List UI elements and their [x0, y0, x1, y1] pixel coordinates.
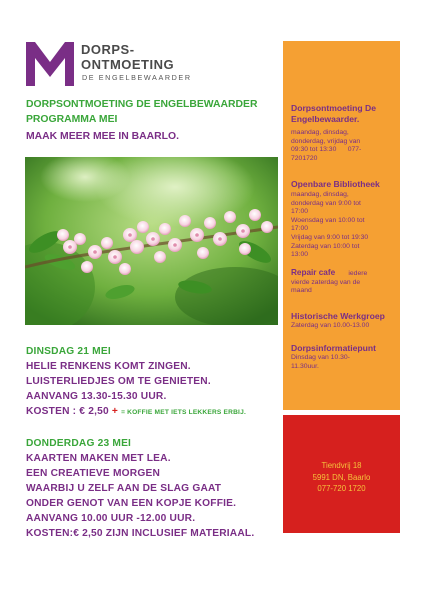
sidebar-text — [291, 354, 397, 371]
event1-cost-amount: KOSTEN : € 2,50 — [26, 406, 109, 417]
event2-line: WAARBIJ U ZELF AAN DE SLAG GAAT — [26, 483, 222, 494]
sidebar-title: Historische Werkgroep — [291, 311, 385, 321]
sidebar-line: Repair cafe iedere — [291, 268, 368, 277]
sidebar-line: 11.30uur. — [291, 362, 319, 370]
sidebar-line: maandag, dinsdag, — [291, 129, 349, 136]
heading-organisation: DORPSONTMOETING DE ENGELBEWAARDER — [26, 99, 258, 110]
sidebar-line: Dinsdag van 10.30- — [291, 354, 350, 361]
sidebar-title: Dorpsontmoeting De Engelbewaarder. — [291, 103, 376, 124]
sidebar-line: Woensdag van 10:00 tot — [291, 216, 365, 224]
sidebar-line: donderdag van 9:00 tot — [291, 199, 361, 207]
sidebar-line: vierde zaterdag van de — [291, 278, 361, 286]
sidebar-block-repair-cafe — [291, 267, 397, 296]
logo-text-line2: ONTMOETING — [81, 57, 175, 72]
logo — [26, 40, 196, 86]
contact-address-city: 5991 DN, Baarlo — [312, 472, 371, 482]
event2-line: KOSTEN:€ 2,50 ZIJN INCLUSIEF MATERIAAL. — [26, 528, 255, 539]
sidebar-line: Zaterdag van 10:00 tot — [291, 242, 360, 250]
heading-programma: PROGRAMMA MEI — [26, 114, 118, 125]
sidebar-line: 17:00 — [291, 225, 309, 233]
sidebar-text — [291, 191, 397, 260]
blossom-photo-image — [25, 157, 278, 325]
event1-line: HELIE RENKENS KOMT ZINGEN. — [26, 361, 191, 372]
event2-line: KAARTEN MAKEN MET LEA. — [26, 453, 171, 464]
event2-date: DONDERDAG 23 MEI — [26, 438, 132, 449]
contact-box — [283, 415, 400, 533]
sidebar-block-dorpsontmoeting — [291, 103, 397, 163]
sidebar-line: maand — [291, 287, 312, 295]
logo-m-mark-icon — [26, 40, 74, 86]
sidebar-line: 17:00 — [291, 208, 309, 216]
heading-slogan: MAAK MEER MEE IN BAARLO. — [26, 131, 179, 142]
event2-line: EEN CREATIEVE MORGEN — [26, 468, 160, 479]
sidebar-text — [291, 322, 397, 331]
sidebar-title: Openbare Bibliotheek — [291, 179, 380, 189]
event1-plus: + — [111, 406, 119, 417]
event2-line: AANVANG 10.00 UUR -12.00 UUR. — [26, 513, 196, 524]
sidebar-block-dorpsinformatiepunt — [291, 343, 397, 371]
event1-line: LUISTERLIEDJES OM TE GENIETEN. — [26, 376, 211, 387]
sidebar-text — [291, 267, 397, 296]
contact-address-street: Tiendvrij 18 — [321, 461, 362, 470]
blossom-photo — [25, 157, 278, 325]
sidebar-text — [291, 129, 397, 163]
sidebar-line: Zaterdag van 10.00-13.00 — [291, 322, 370, 329]
sidebar-title: Dorpsinformatiepunt — [291, 343, 376, 353]
contact-phone: 077-720 1720 — [317, 484, 366, 493]
event1-line: AANVANG 13.30-15.30 UUR. — [26, 391, 167, 402]
opening-hours-panel — [283, 41, 400, 410]
event2-line: ONDER GENOT VAN EEN KOPJE KOFFIE. — [26, 498, 237, 509]
event1-date: DINSDAG 21 MEI — [26, 346, 111, 357]
event1-extra: = KOFFIE MET IETS LEKKERS ERBIJ. — [121, 409, 246, 416]
sidebar-line: Vrijdag van 9:00 tot 19:30 — [291, 233, 369, 241]
sidebar-title: Repair cafe — [291, 268, 336, 277]
logo-text-line3: DE ENGELBEWAARDER — [82, 73, 192, 82]
sidebar-line: maandag, dinsdag, — [291, 191, 349, 198]
sidebar-line: 7201720 — [291, 154, 318, 162]
sidebar-line: 09:30 tot 13:30 077- — [291, 146, 362, 154]
sidebar-line: donderdag, vrijdag van — [291, 137, 361, 145]
sidebar-block-bibliotheek — [291, 179, 397, 260]
event1-cost — [26, 404, 246, 420]
logo-text-line1: DORPS- — [81, 42, 135, 57]
sidebar-line: 13:00 — [291, 251, 309, 259]
sidebar-block-historische-werkgroep — [291, 311, 397, 331]
